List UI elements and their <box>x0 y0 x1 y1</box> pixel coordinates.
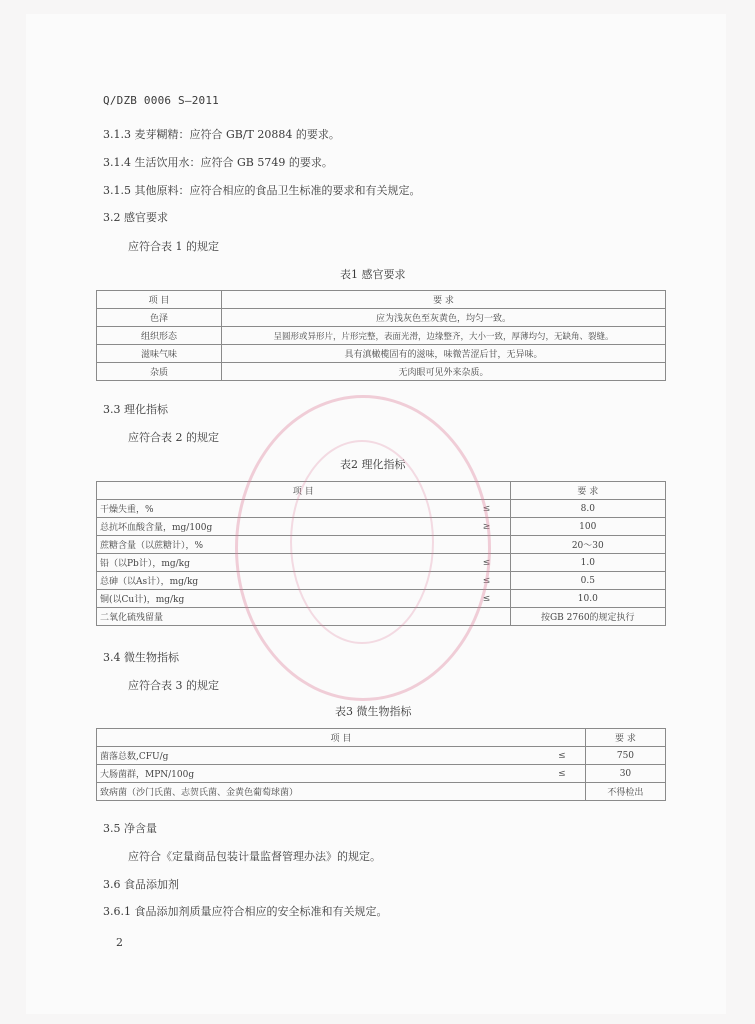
table-cell: 不得检出 <box>585 783 665 801</box>
clause-3-4-text: 应符合表 3 的规定 <box>128 679 219 692</box>
table-cell: 呈圆形或异形片，片形完整，表面光滑，边缘整齐，大小一致，厚薄均匀，无缺角、裂缝。 <box>222 327 666 345</box>
table-cell: 滋味气味 <box>97 345 222 363</box>
table-cell: ≤ <box>539 747 586 765</box>
clause-3-5-text: 应符合《定量商品包装计量监督管理办法》的规定。 <box>128 850 381 863</box>
table-cell: 铅（以Pb计），mg/kg <box>97 554 464 572</box>
table-cell: 色泽 <box>97 309 222 327</box>
table-header-cell: 要 求 <box>222 291 666 309</box>
clause-3-1-3: 3.1.3 麦芽糊精：应符合 GB/T 20884 的要求。 <box>103 128 340 141</box>
table3-caption: 表3 微生物指标 <box>335 705 412 718</box>
table-cell: 1.0 <box>510 554 665 572</box>
table-cell: ≥ <box>464 518 511 536</box>
table-row <box>97 783 666 801</box>
clause-3-1-4: 3.1.4 生活饮用水：应符合 GB 5749 的要求。 <box>103 156 333 169</box>
table-cell: ≤ <box>464 590 511 608</box>
table-header-cell: 要 求 <box>585 729 665 747</box>
table-cell: ≤ <box>539 765 586 783</box>
table-header-cell: 项 目 <box>97 291 222 309</box>
table-row <box>97 345 666 363</box>
table-row <box>97 572 666 590</box>
table1-caption: 表1 感官要求 <box>340 268 406 281</box>
table-cell: 大肠菌群，MPN/100g <box>97 765 539 783</box>
table-cell: 8.0 <box>510 500 665 518</box>
table-header-row <box>97 729 666 747</box>
table-header-row <box>97 482 666 500</box>
table-cell <box>464 536 511 554</box>
table-row <box>97 590 666 608</box>
table-cell: 具有滇橄榄固有的滋味，味微苦涩后甘，无异味。 <box>222 345 666 363</box>
table-cell: 蔗糖含量（以蔗糖计），% <box>97 536 464 554</box>
table-cell: ≤ <box>464 554 511 572</box>
table-cell: 20～30 <box>510 536 665 554</box>
table-cell: 无肉眼可见外来杂质。 <box>222 363 666 381</box>
clause-3-2-text: 应符合表 1 的规定 <box>128 240 219 253</box>
table-cell: 按GB 2760的规定执行 <box>510 608 665 626</box>
table-row <box>97 500 666 518</box>
table-cell: 应为浅灰色至灰黄色，均匀一致。 <box>222 309 666 327</box>
table-cell: 干燥失重，% <box>97 500 464 518</box>
table-header-cell: 项 目 <box>97 482 511 500</box>
table-cell: 10.0 <box>510 590 665 608</box>
table-header-row <box>97 291 666 309</box>
table-row <box>97 327 666 345</box>
table-cell: 组织形态 <box>97 327 222 345</box>
table-cell: 致病菌（沙门氏菌、志贺氏菌、金黄色葡萄球菌） <box>97 783 539 801</box>
table-row <box>97 518 666 536</box>
table-cell: 30 <box>585 765 665 783</box>
table-row <box>97 554 666 572</box>
clause-3-2-heading: 3.2 感官要求 <box>103 211 168 224</box>
table-header-cell: 项 目 <box>97 729 586 747</box>
table-row <box>97 309 666 327</box>
table-cell: 100 <box>510 518 665 536</box>
table-cell: 750 <box>585 747 665 765</box>
table-cell: 二氧化硫残留量 <box>97 608 464 626</box>
clause-3-6-heading: 3.6 食品添加剂 <box>103 878 179 891</box>
table-cell: 0.5 <box>510 572 665 590</box>
table1-sensory <box>96 290 666 381</box>
table-cell <box>464 608 511 626</box>
table-row <box>97 608 666 626</box>
table-cell: 铜(以Cu计)，mg/kg <box>97 590 464 608</box>
table-row <box>97 765 666 783</box>
document-code: Q/DZB 0006 S—2011 <box>103 94 219 107</box>
page-number: 2 <box>116 936 123 949</box>
table-cell: 菌落总数,CFU/g <box>97 747 539 765</box>
table-row <box>97 747 666 765</box>
table-cell: ≤ <box>464 500 511 518</box>
table2-caption: 表2 理化指标 <box>340 458 406 471</box>
table-row <box>97 536 666 554</box>
table-cell: 总抗坏血酸含量，mg/100g <box>97 518 464 536</box>
clause-3-5-heading: 3.5 净含量 <box>103 822 157 835</box>
clause-3-6-1: 3.6.1 食品添加剂质量应符合相应的安全标准和有关规定。 <box>103 905 388 918</box>
clause-3-3-heading: 3.3 理化指标 <box>103 403 168 416</box>
clause-3-1-5: 3.1.5 其他原料：应符合相应的食品卫生标准的要求和有关规定。 <box>103 184 421 197</box>
table-cell: 总砷（以As计），mg/kg <box>97 572 464 590</box>
table-cell <box>539 783 586 801</box>
table-cell: 杂质 <box>97 363 222 381</box>
table-cell: ≤ <box>464 572 511 590</box>
table2-physicochemical <box>96 481 666 626</box>
clause-3-3-text: 应符合表 2 的规定 <box>128 431 219 444</box>
table-row <box>97 363 666 381</box>
table-header-cell: 要 求 <box>510 482 665 500</box>
clause-3-4-heading: 3.4 微生物指标 <box>103 651 179 664</box>
table3-microbial <box>96 728 666 801</box>
